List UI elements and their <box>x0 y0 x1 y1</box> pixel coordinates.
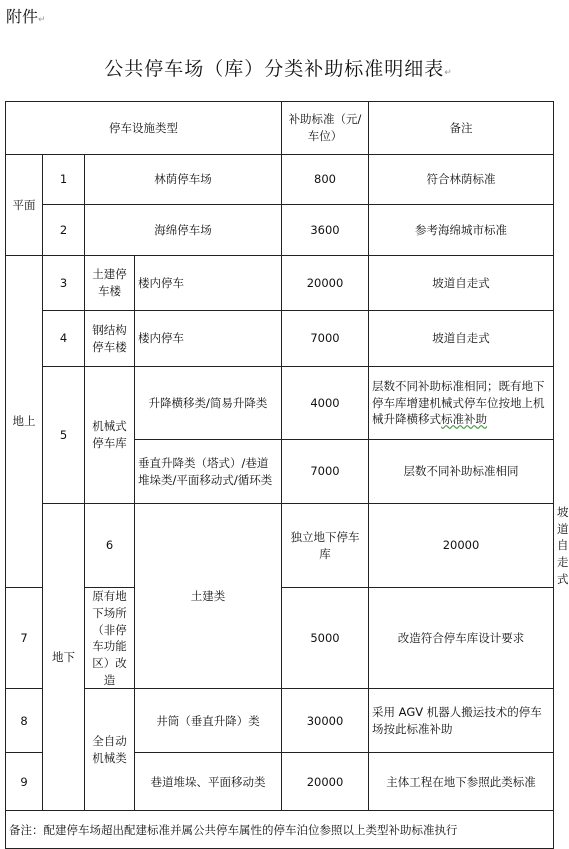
row-number: 7 <box>6 588 43 689</box>
attachment-label: 附件↵ <box>6 7 46 26</box>
row-note: 采用 AGV 机器人搬运技术的停车场按此标准补助 <box>369 689 554 753</box>
table-row: 地下 6 土建类 独立地下停车库 20000 坡道自走式 <box>6 504 554 588</box>
group-above: 地上 <box>6 256 43 588</box>
row-number: 4 <box>43 311 85 367</box>
table-footer-row <box>6 811 554 849</box>
subsidy-table <box>5 101 569 849</box>
subsidy-amount: 7000 <box>282 440 369 504</box>
facility-name: 巷道堆垛、平面移动类 <box>135 753 282 811</box>
row-number: 1 <box>43 155 85 205</box>
subsidy-amount: 20000 <box>282 256 369 311</box>
row-note: 坡道自走式 <box>369 256 554 311</box>
row-number: 3 <box>43 256 85 311</box>
paragraph-mark-icon: ↵ <box>38 15 46 25</box>
facility-name: 独立地下停车库 <box>282 504 369 588</box>
header-type: 停车设施类型 <box>6 102 282 155</box>
subsidy-amount: 7000 <box>282 311 369 367</box>
facility-name: 楼内停车 <box>135 311 282 367</box>
header-note: 备注 <box>369 102 554 155</box>
facility-name: 原有地下场所（非停车功能区）改造 <box>85 588 135 689</box>
table-row <box>6 367 554 440</box>
facility-name: 林荫停车场 <box>85 155 282 205</box>
row-note: 符合林荫标准 <box>369 155 554 205</box>
row-note-text: 层数不同补助标准相同；既有地下停车库增建机械式停车位按地上机械升降横移式 <box>372 378 545 427</box>
row-number: 8 <box>6 689 43 753</box>
subsidy-amount: 5000 <box>282 588 369 689</box>
table-row <box>6 256 554 311</box>
facility-name: 井筒（垂直升降）类 <box>135 689 282 753</box>
table-row <box>6 311 554 367</box>
table-row <box>6 689 554 753</box>
row-number: 6 <box>85 504 135 588</box>
subsidy-amount: 20000 <box>282 753 369 811</box>
row-number: 9 <box>6 753 43 811</box>
subsidy-amount: 800 <box>282 155 369 205</box>
facility-subtype: 土建类 <box>135 504 282 689</box>
group-under: 地下 <box>43 504 85 811</box>
subsidy-amount: 30000 <box>282 689 369 753</box>
row-number: 2 <box>43 205 85 256</box>
row-note: 改造符合停车库设计要求 <box>369 588 554 689</box>
facility-name: 海绵停车场 <box>85 205 282 256</box>
row-note: 坡道自走式 <box>369 311 554 367</box>
facility-name: 升降横移类/简易升降类 <box>135 367 282 440</box>
facility-name: 垂直升降类（塔式）/巷道堆垛类/平面移动式/循环类 <box>135 440 282 504</box>
subsidy-amount: 20000 <box>369 504 554 588</box>
footer-note: 备注：配建停车场超出配建标准并属公共停车属性的停车泊位参照以上类型补助标准执行 <box>6 811 554 849</box>
facility-subtype: 钢结构停车楼 <box>85 311 135 367</box>
row-note: 参考海绵城市标准 <box>369 205 554 256</box>
row-note: 层数不同补助标准相同 <box>369 440 554 504</box>
table-row <box>6 205 554 256</box>
facility-subtype: 土建停车楼 <box>85 256 135 311</box>
header-subsidy: 补助标准（元/车位） <box>282 102 369 155</box>
row-note: 主体工程在地下参照此类标准 <box>369 753 554 811</box>
group-plane: 平面 <box>6 155 43 256</box>
row-note <box>369 367 554 440</box>
row-number: 5 <box>43 367 85 504</box>
page-title: 公共停车场（库）分类补助标准明细表↵ <box>104 58 453 80</box>
row-note-underlined: 标准补助 <box>441 412 487 427</box>
table-row <box>6 155 554 205</box>
facility-subtype: 机械式停车库 <box>85 367 135 504</box>
facility-name: 楼内停车 <box>135 256 282 311</box>
facility-subtype: 全自动机械类 <box>85 689 135 811</box>
paragraph-mark-icon: ↵ <box>444 68 453 78</box>
subsidy-amount: 3600 <box>282 205 369 256</box>
subsidy-amount: 4000 <box>282 367 369 440</box>
table-header-row <box>6 102 554 155</box>
